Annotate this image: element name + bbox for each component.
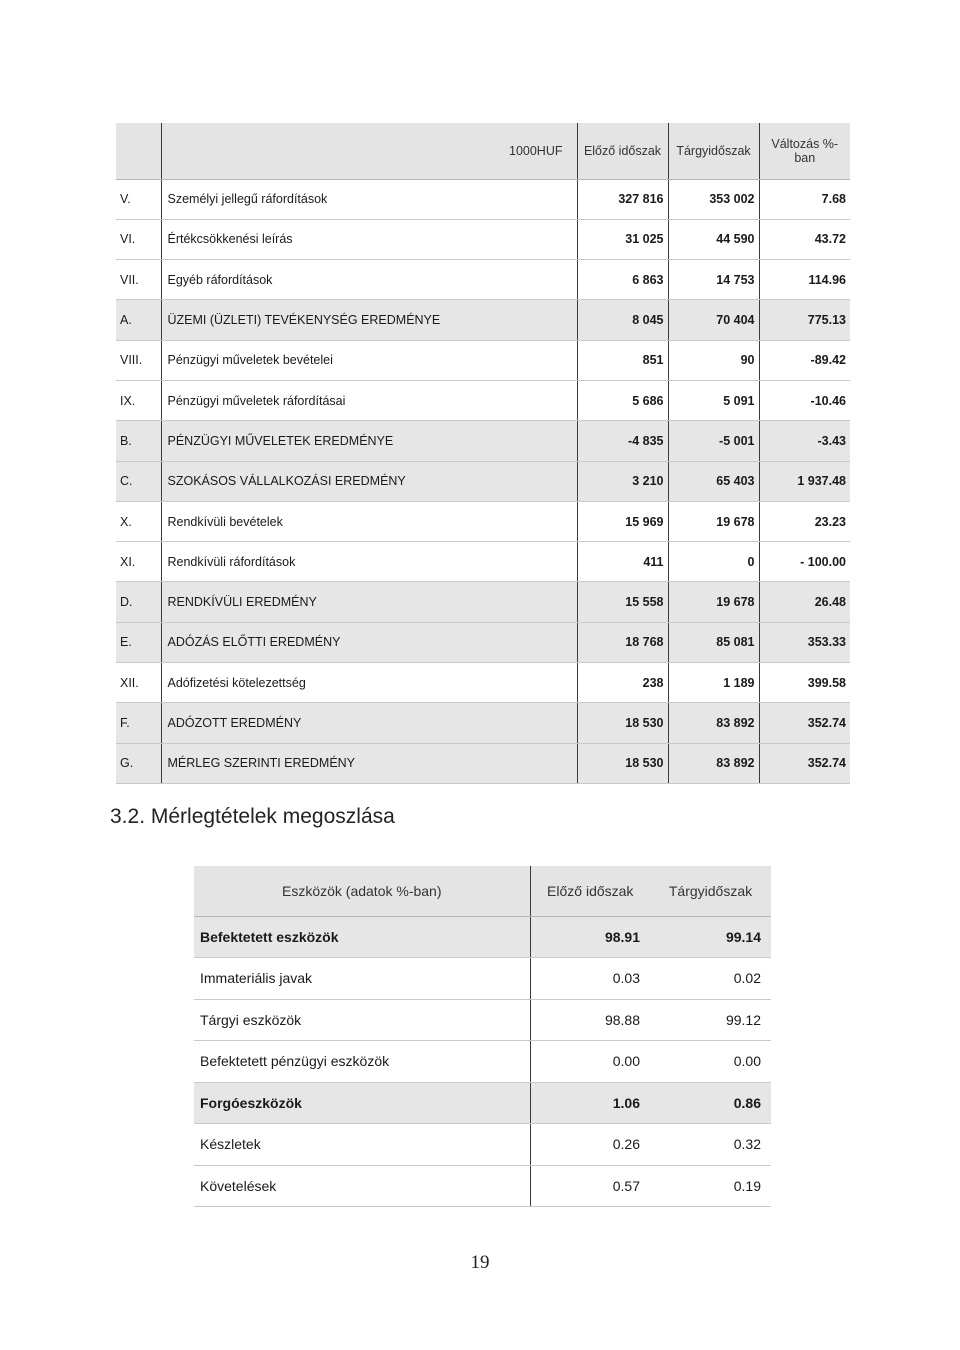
row-prev: 327 816 <box>577 179 668 219</box>
row-curr: 353 002 <box>668 179 759 219</box>
row-code: XII. <box>116 663 161 703</box>
assets-table-header <box>194 866 771 916</box>
asset-curr: 0.02 <box>650 958 771 1000</box>
row-prev: 18 530 <box>577 703 668 743</box>
assets-header-prev-period: Előző időszak <box>530 866 650 916</box>
income-table <box>116 123 850 784</box>
header-code <box>116 123 161 179</box>
table-row <box>116 219 850 259</box>
table-row <box>116 582 850 622</box>
row-prev: 18 768 <box>577 622 668 662</box>
asset-name: Készletek <box>194 1124 530 1166</box>
asset-curr: 0.86 <box>650 1082 771 1124</box>
row-curr: 19 678 <box>668 582 759 622</box>
row-name: Rendkívüli bevételek <box>161 501 577 541</box>
row-name: Pénzügyi műveletek bevételei <box>161 340 577 380</box>
row-code: G. <box>116 743 161 783</box>
table-row <box>116 743 850 783</box>
table-row <box>116 542 850 582</box>
row-code: F. <box>116 703 161 743</box>
table-row <box>116 622 850 662</box>
row-name: Személyi jellegű ráfordítások <box>161 179 577 219</box>
row-chg: 775.13 <box>759 300 850 340</box>
asset-prev: 0.26 <box>530 1124 650 1166</box>
row-curr: 0 <box>668 542 759 582</box>
row-chg: 1 937.48 <box>759 461 850 501</box>
asset-name: Követelések <box>194 1165 530 1207</box>
row-chg: -3.43 <box>759 421 850 461</box>
row-code: XI. <box>116 542 161 582</box>
row-chg: 43.72 <box>759 219 850 259</box>
row-chg: 352.74 <box>759 703 850 743</box>
table-row <box>194 958 771 1000</box>
row-prev: 15 969 <box>577 501 668 541</box>
row-name: Adófizetési kötelezettség <box>161 663 577 703</box>
row-name: RENDKÍVÜLI EREDMÉNY <box>161 582 577 622</box>
table-row <box>194 1124 771 1166</box>
table-row <box>116 340 850 380</box>
assets-table <box>194 866 771 1207</box>
asset-prev: 0.03 <box>530 958 650 1000</box>
row-prev: 238 <box>577 663 668 703</box>
row-chg: 353.33 <box>759 622 850 662</box>
header-current-period: Tárgyidőszak <box>668 123 759 179</box>
header-prev-period: Előző időszak <box>577 123 668 179</box>
asset-prev: 0.57 <box>530 1165 650 1207</box>
row-prev: -4 835 <box>577 421 668 461</box>
row-prev: 851 <box>577 340 668 380</box>
asset-prev: 0.00 <box>530 1041 650 1083</box>
assets-header-name: Eszközök (adatok %-ban) <box>194 866 530 916</box>
table-row <box>116 663 850 703</box>
row-prev: 18 530 <box>577 743 668 783</box>
asset-name: Immateriális javak <box>194 958 530 1000</box>
row-curr: 85 081 <box>668 622 759 662</box>
row-curr: 83 892 <box>668 703 759 743</box>
row-name: Egyéb ráfordítások <box>161 260 577 300</box>
section-heading: 3.2. Mérlegtételek megoszlása <box>110 805 395 828</box>
row-code: B. <box>116 421 161 461</box>
row-code: VII. <box>116 260 161 300</box>
asset-prev: 98.91 <box>530 916 650 958</box>
row-name: Értékcsökkenési leírás <box>161 219 577 259</box>
asset-name: Forgóeszközök <box>194 1082 530 1124</box>
asset-name: Befektetett pénzügyi eszközök <box>194 1041 530 1083</box>
row-code: A. <box>116 300 161 340</box>
table-row <box>116 300 850 340</box>
row-chg: - 100.00 <box>759 542 850 582</box>
table-row <box>194 999 771 1041</box>
row-name: ADÓZOTT EREDMÉNY <box>161 703 577 743</box>
row-name: MÉRLEG SZERINTI EREDMÉNY <box>161 743 577 783</box>
row-curr: 70 404 <box>668 300 759 340</box>
asset-curr: 99.14 <box>650 916 771 958</box>
table-row <box>116 421 850 461</box>
row-name: Pénzügyi műveletek ráfordításai <box>161 380 577 420</box>
assets-header-current-period: Tárgyidőszak <box>650 866 771 916</box>
income-table-header <box>116 123 850 179</box>
row-prev: 8 045 <box>577 300 668 340</box>
row-chg: 352.74 <box>759 743 850 783</box>
row-code: C. <box>116 461 161 501</box>
row-curr: 14 753 <box>668 260 759 300</box>
row-code: VIII. <box>116 340 161 380</box>
row-chg: 114.96 <box>759 260 850 300</box>
row-prev: 31 025 <box>577 219 668 259</box>
row-curr: 44 590 <box>668 219 759 259</box>
row-code: X. <box>116 501 161 541</box>
asset-name: Befektetett eszközök <box>194 916 530 958</box>
row-name: SZOKÁSOS VÁLLALKOZÁSI EREDMÉNY <box>161 461 577 501</box>
row-name: ADÓZÁS ELŐTTI EREDMÉNY <box>161 622 577 662</box>
row-chg: -10.46 <box>759 380 850 420</box>
table-row <box>116 501 850 541</box>
table-row <box>116 179 850 219</box>
table-row <box>194 1082 771 1124</box>
row-code: VI. <box>116 219 161 259</box>
row-name: PÉNZÜGYI MŰVELETEK EREDMÉNYE <box>161 421 577 461</box>
row-chg: 399.58 <box>759 663 850 703</box>
row-curr: -5 001 <box>668 421 759 461</box>
row-name: ÜZEMI (ÜZLETI) TEVÉKENYSÉG EREDMÉNYE <box>161 300 577 340</box>
table-row <box>116 380 850 420</box>
row-code: V. <box>116 179 161 219</box>
row-chg: 23.23 <box>759 501 850 541</box>
table-row <box>194 1165 771 1207</box>
row-curr: 83 892 <box>668 743 759 783</box>
table-row <box>116 260 850 300</box>
row-curr: 19 678 <box>668 501 759 541</box>
row-name: Rendkívüli ráfordítások <box>161 542 577 582</box>
asset-prev: 1.06 <box>530 1082 650 1124</box>
table-row <box>116 461 850 501</box>
asset-curr: 0.19 <box>650 1165 771 1207</box>
table-row <box>116 703 850 743</box>
row-code: IX. <box>116 380 161 420</box>
row-chg: -89.42 <box>759 340 850 380</box>
asset-curr: 0.00 <box>650 1041 771 1083</box>
table-row <box>194 916 771 958</box>
row-curr: 5 091 <box>668 380 759 420</box>
row-chg: 26.48 <box>759 582 850 622</box>
asset-prev: 98.88 <box>530 999 650 1041</box>
header-unit: 1000HUF <box>161 123 577 179</box>
row-curr: 65 403 <box>668 461 759 501</box>
asset-curr: 99.12 <box>650 999 771 1041</box>
asset-name: Tárgyi eszközök <box>194 999 530 1041</box>
page-number: 19 <box>470 1252 490 1273</box>
row-curr: 1 189 <box>668 663 759 703</box>
row-prev: 15 558 <box>577 582 668 622</box>
row-chg: 7.68 <box>759 179 850 219</box>
row-prev: 6 863 <box>577 260 668 300</box>
row-prev: 5 686 <box>577 380 668 420</box>
row-prev: 411 <box>577 542 668 582</box>
asset-curr: 0.32 <box>650 1124 771 1166</box>
table-row <box>194 1041 771 1083</box>
row-code: D. <box>116 582 161 622</box>
header-change-pct: Változás %-ban <box>759 123 850 179</box>
row-code: E. <box>116 622 161 662</box>
row-curr: 90 <box>668 340 759 380</box>
row-prev: 3 210 <box>577 461 668 501</box>
